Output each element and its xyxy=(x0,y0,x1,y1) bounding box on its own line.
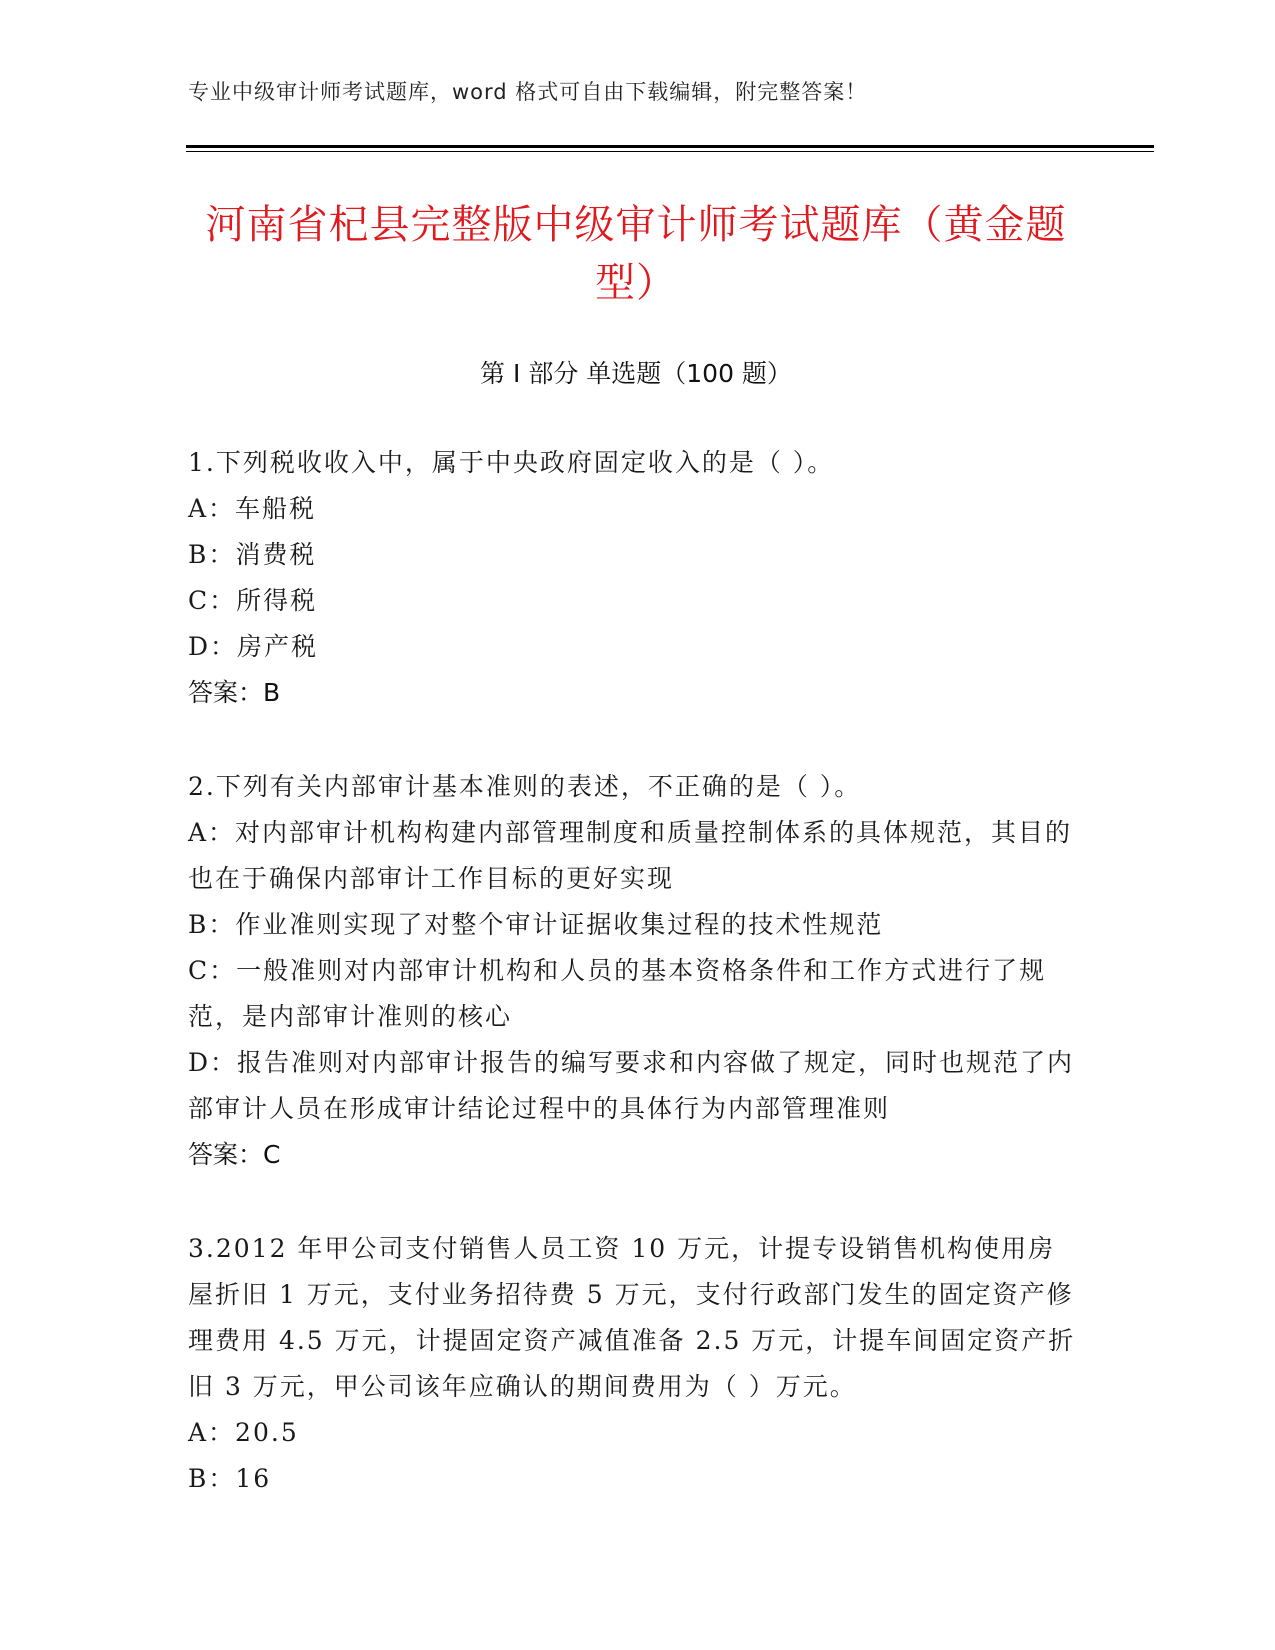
answer: 答案：C xyxy=(188,1140,281,1169)
option-a: A：对内部审计机构构建内部管理制度和质量控制体系的具体规范，其目的也在于确保内部审计工作目标的更好实现 xyxy=(188,818,1073,893)
option-d: D：报告准则对内部审计报告的编写要求和内容做了规定，同时也规范了内部审计人员在形成审计结论过程中的具体行为内部管理准则 xyxy=(188,1048,1075,1123)
question-stem: 2.下列有关内部审计基本准则的表述，不正确的是（ ）。 xyxy=(188,772,862,801)
option-d: D：房产税 xyxy=(188,632,319,661)
header-note: 专业中级审计师考试题库，word 格式可自由下载编辑，附完整答案！ xyxy=(188,80,868,104)
answer: 答案：B xyxy=(188,678,281,707)
question-stem: 3.2012 年甲公司支付销售人员工资 10 万元，计提专设销售机构使用房屋折旧 1 万元，支付业务招待费 5 万元，支付行政部门发生的固定资产修理费用 4.5 万元，计提固定资产减值准备 2.5 万元，计提车间固定资产折旧 3 万元，甲公司该年应确认的期间费用为（ ）万元。 xyxy=(188,1234,1076,1401)
option-b: B：作业准则实现了对整个审计证据收集过程的技术性规范 xyxy=(188,910,884,939)
option-b: B：16 xyxy=(188,1464,272,1493)
question-item xyxy=(188,764,1078,1178)
header-divider xyxy=(186,145,1154,148)
section-title: 第 I 部分 单选题（100 题） xyxy=(480,359,792,388)
header-divider-thin xyxy=(186,151,1154,152)
option-c: C：所得税 xyxy=(188,586,318,615)
question-list xyxy=(188,440,1078,1550)
question-stem: 1.下列税收收入中，属于中央政府固定收入的是（ ）。 xyxy=(188,448,835,477)
question-item xyxy=(188,1226,1078,1502)
document-title: 河南省杞县完整版中级审计师考试题库（黄金题型） xyxy=(205,202,1067,306)
option-a: A：20.5 xyxy=(188,1418,299,1447)
option-b: B：消费税 xyxy=(188,540,317,569)
question-item xyxy=(188,440,1078,716)
option-a: A：车船税 xyxy=(188,494,317,523)
option-c: C：一般准则对内部审计机构和人员的基本资格条件和工作方式进行了规范，是内部审计准则的核心 xyxy=(188,956,1047,1031)
